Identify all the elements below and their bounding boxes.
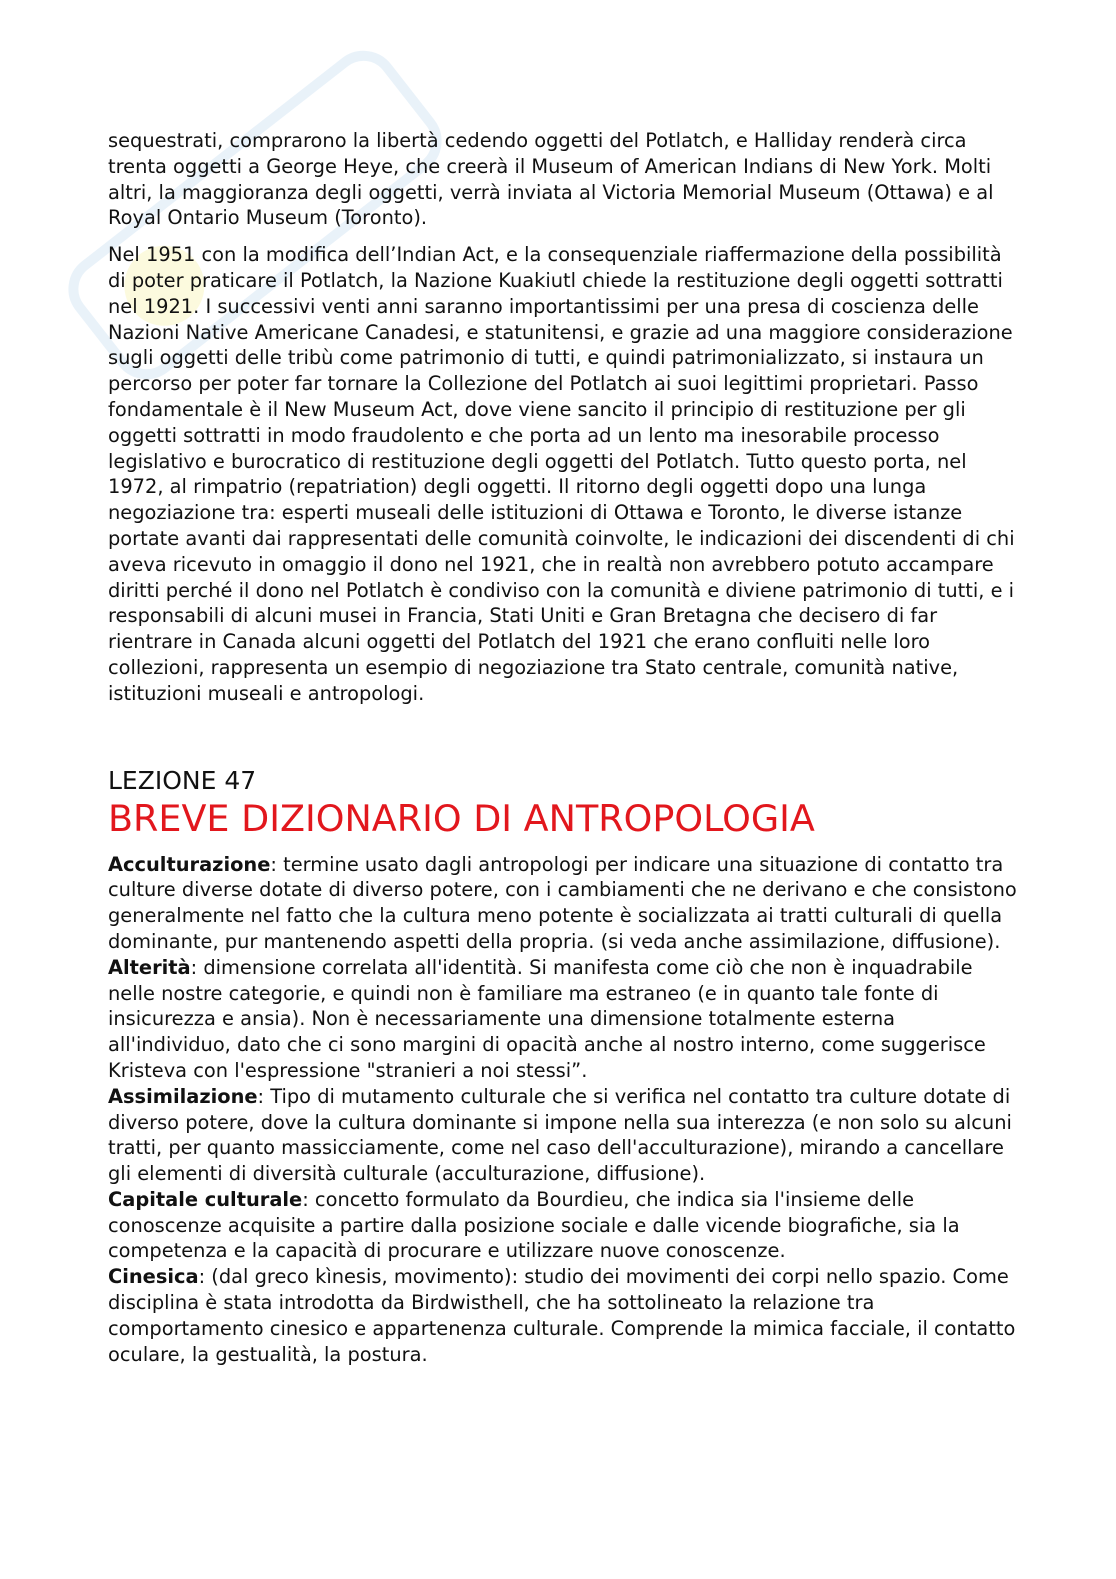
glossary-term: Alterità <box>108 955 191 979</box>
glossary-entry <box>108 1187 1018 1264</box>
lesson-number: LEZIONE 47 <box>108 765 257 795</box>
glossary-entry <box>108 955 1018 1084</box>
glossary-term: Cinesica <box>108 1265 199 1289</box>
glossary-entry <box>108 852 1018 955</box>
glossary-term: Assimilazione <box>108 1084 258 1108</box>
glossary-definition: : Tipo di mutamento culturale che si verifica nel contatto tra culture dotate di diverso potere, dove la cultura dominante si impone nella sua interezza (e non solo su alcuni tratti, per quanto massicciamente, come nel caso dell'acculturazione), mirando a cancellare gli elementi di diversità culturale (acculturazione, diffusione). <box>108 1084 1012 1186</box>
glossary-entry <box>108 1264 1018 1367</box>
page-content <box>108 128 1018 1367</box>
intro-paragraph: Nel 1951 con la modifica dell’Indian Act, e la consequenziale riaffermazione della possibilità di poter praticare il Potlatch, la Nazione Kuakiutl chiede la restituzione degli oggetti sottratti nel 1921. I successivi venti anni saranno importantissimi per una presa di coscienza delle Nazioni Native Americane Canadesi, e statunitensi, e grazie ad una maggiore considerazione sugli oggetti delle tribù come patrimonio di tutti, e quindi patrimonializzato, si instaura un percorso per poter far tornare la Collezione del Potlatch ai suoi legittimi proprietari. Passo fondamentale è il New Museum Act, dove viene sancito il principio di restituzione per gli oggetti sottratti in modo fraudolento e che porta ad un lento ma inesorabile processo legislativo e burocratico di restituzione degli oggetti del Potlatch. Tutto questo porta, nel 1972, al rimpatrio (repatriation) degli oggetti. Il ritorno degli oggetti dopo una lunga negoziazione tra: esperti museali delle istituzioni di Ottawa e Toronto, le diverse istanze portate avanti dai rappresentati delle comunità coinvolte, le indicazioni dei discendenti di chi aveva ricevuto in omaggio il dono nel 1921, che in realtà non avrebbero potuto accampare diritti perché il dono nel Potlatch è condiviso con la comunità e diviene patrimonio di tutti, e i responsabili di alcuni musei in Francia, Stati Uniti e Gran Bretagna che decisero di far rientrare in Canada alcuni oggetti del Potlatch del 1921 che erano confluiti nelle loro collezioni, rappresenta un esempio di negoziazione tra Stato centrale, comunità native, istituzioni museali e antropologi. <box>108 243 1015 705</box>
glossary-definition: : concetto formulato da Bourdieu, che indica sia l'insieme delle conoscenze acquisite a partire dalla posizione sociale e dalle vicende biografiche, sia la competenza e la capacità di procurare e utilizzare nuove conoscenze. <box>108 1187 960 1263</box>
glossary-term: Acculturazione <box>108 852 271 876</box>
glossary-definition: : (dal greco kìnesis, movimento): studio dei movimenti dei corpi nello spazio. Come disciplina è stata introdotta da Birdwisthell, che ha sottolineato la relazione tra comportamento cinesico e appartenenza culturale. Comprende la mimica facciale, il contatto oculare, la gestualità, la postura. <box>108 1265 1016 1366</box>
glossary-term: Capitale culturale <box>108 1187 303 1211</box>
glossary-definition: : termine usato dagli antropologi per indicare una situazione di contatto tra culture diverse dotate di diverso potere, con i cambiamenti che ne derivano e che consistono generalmente nel fatto che la cultura meno potente è socializzata ai tratti culturali di quella dominante, pur mantenendo aspetti della propria. (si veda anche assimilazione, diffusione). <box>108 852 1017 953</box>
intro-paragraph: sequestrati, comprarono la libertà cedendo oggetti del Potlatch, e Halliday renderà circa trenta oggetti a George Heye, che creerà il Museum of American Indians di New York. Molti altri, la maggioranza degli oggetti, verrà inviata al Victoria Memorial Museum (Ottawa) e al Royal Ontario Museum (Toronto). <box>108 129 994 230</box>
lesson-title: BREVE DIZIONARIO DI ANTROPOLOGIA <box>108 796 815 840</box>
glossary-definition: : dimensione correlata all'identità. Si manifesta come ciò che non è inquadrabile nelle nostre categorie, e quindi non è familiare ma estraneo (e in quanto tale fonte di insicurezza e ansia). Non è necessariamente una dimensione totalmente esterna all'individuo, dato che ci sono margini di opacità anche al nostro interno, come suggerisce Kristeva con l'espressione "stranieri a noi stessi”. <box>108 955 986 1082</box>
glossary-entry <box>108 1084 1018 1187</box>
